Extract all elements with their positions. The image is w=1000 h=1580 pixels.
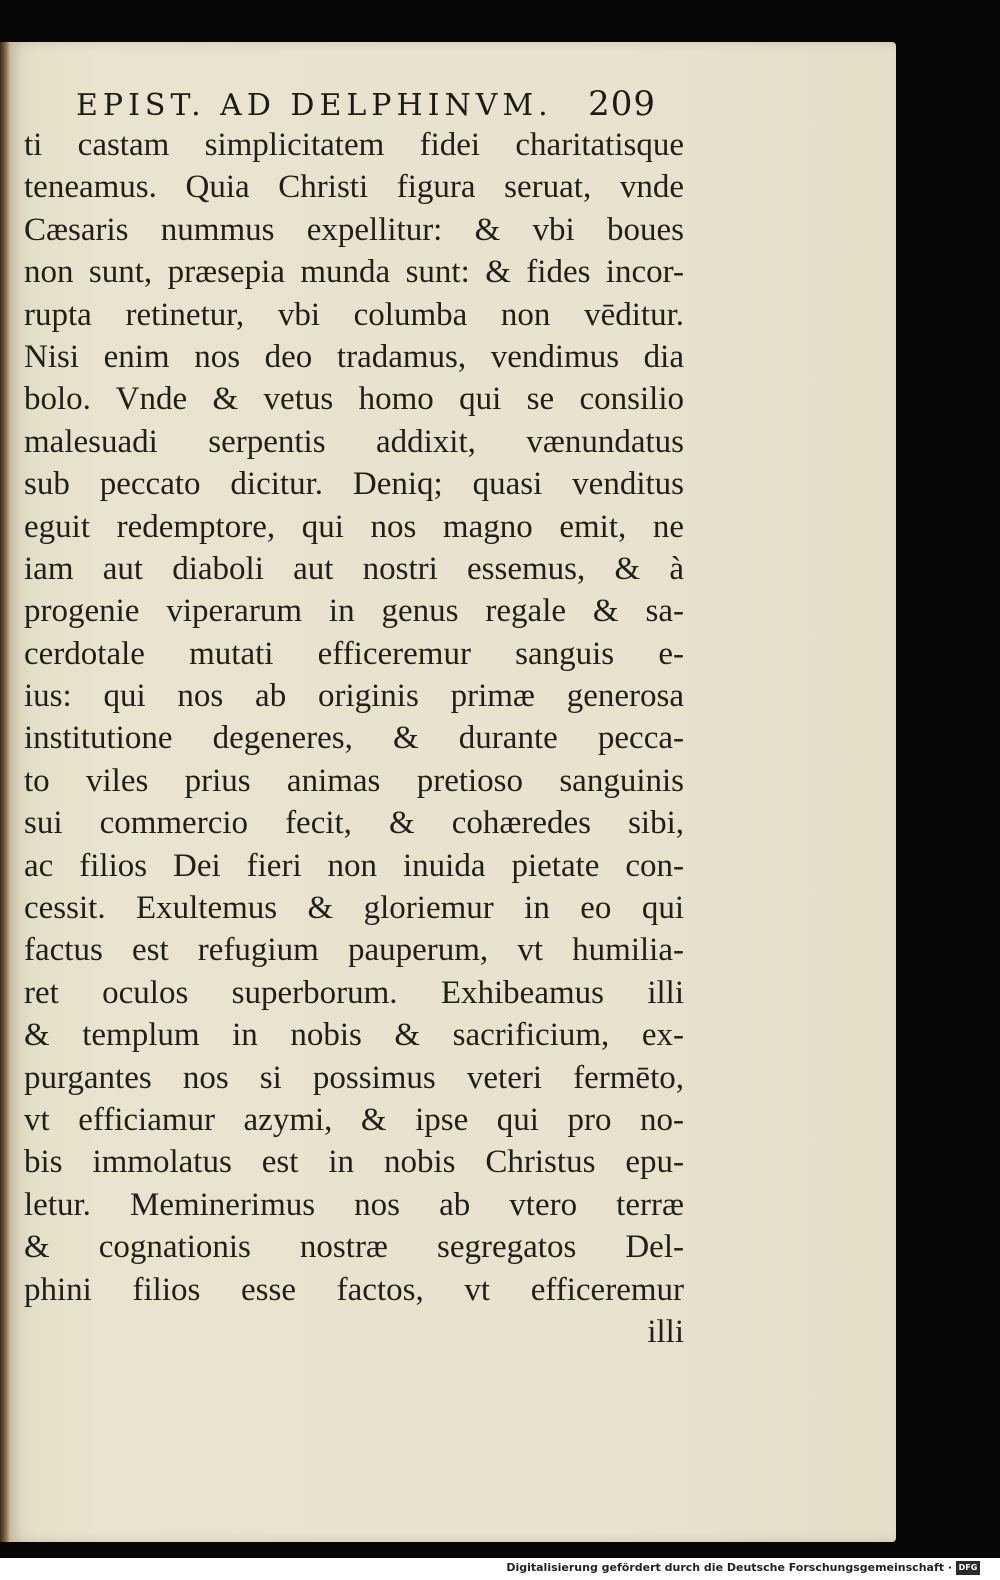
page-edge (0, 42, 10, 1542)
text-line: sui commercio fecit, & cohæredes sibi, (24, 805, 684, 842)
text-line: phini filios esse factos, vt efficeremur (24, 1271, 684, 1308)
text-line: vt efficiamur azymi, & ipse qui pro no- (24, 1101, 684, 1138)
page-number: 209 (588, 84, 656, 124)
text-line: & cognationis nostræ segregatos Del- (24, 1229, 684, 1266)
text-line: ret oculos superborum. Exhibeamus illi (24, 974, 684, 1011)
text-line: bolo. Vnde & vetus homo qui se consilio (24, 381, 684, 418)
dfg-logo-icon: DFG (956, 1561, 980, 1575)
text-line: ti castam simplicitatem fidei charitatisque (24, 127, 684, 163)
text-line: teneamus. Quia Christi figura seruat, vnde (24, 169, 684, 206)
text-line: non sunt, præsepia munda sunt: & fides incor- (24, 254, 684, 291)
funding-credit: Digitalisierung gefördert durch die Deutsche Forschungsgemeinschaft · (506, 1561, 952, 1574)
running-header (76, 84, 656, 126)
text-line: iam aut diaboli aut nostri essemus, & à (24, 550, 684, 587)
text-line: sub peccato dicitur. Deniq; quasi venditus (24, 466, 684, 503)
text-line: ac filios Dei fieri non inuida pietate con- (24, 847, 684, 884)
text-line: Cæsaris nummus expellitur: & vbi boues (24, 211, 684, 248)
text-line: to viles prius animas pretioso sanguinis (24, 762, 684, 799)
text-line: bis immolatus est in nobis Christus epu- (24, 1144, 684, 1181)
text-line: factus est refugium pauperum, vt humilia- (24, 932, 684, 969)
running-title: EPIST. AD DELPHINVM. (76, 88, 553, 123)
text-line: rupta retinetur, vbi columba non vēditur. (24, 296, 684, 333)
text-line: ius: qui nos ab originis primæ generosa (24, 678, 684, 715)
text-line: Nisi enim nos deo tradamus, vendimus dia (24, 338, 684, 375)
text-line: & templum in nobis & sacrificium, ex- (24, 1017, 684, 1054)
body-text (24, 124, 684, 1353)
text-line: cessit. Exultemus & gloriemur in eo qui (24, 890, 684, 927)
footer-bar (0, 1558, 1000, 1580)
text-line: illi (647, 1313, 684, 1350)
text-line: malesuadi serpentis addixit, vænundatus (24, 423, 684, 460)
text-line: letur. Meminerimus nos ab vtero terræ (24, 1186, 684, 1223)
text-line: eguit redemptore, qui nos magno emit, ne (24, 508, 684, 545)
text-line: institutione degeneres, & durante pecca- (24, 720, 684, 757)
text-line: purgantes nos si possimus veteri fermēto, (24, 1059, 684, 1096)
text-line: progenie viperarum in genus regale & sa- (24, 593, 684, 630)
text-line: cerdotale mutati efficeremur sanguis e- (24, 635, 684, 672)
